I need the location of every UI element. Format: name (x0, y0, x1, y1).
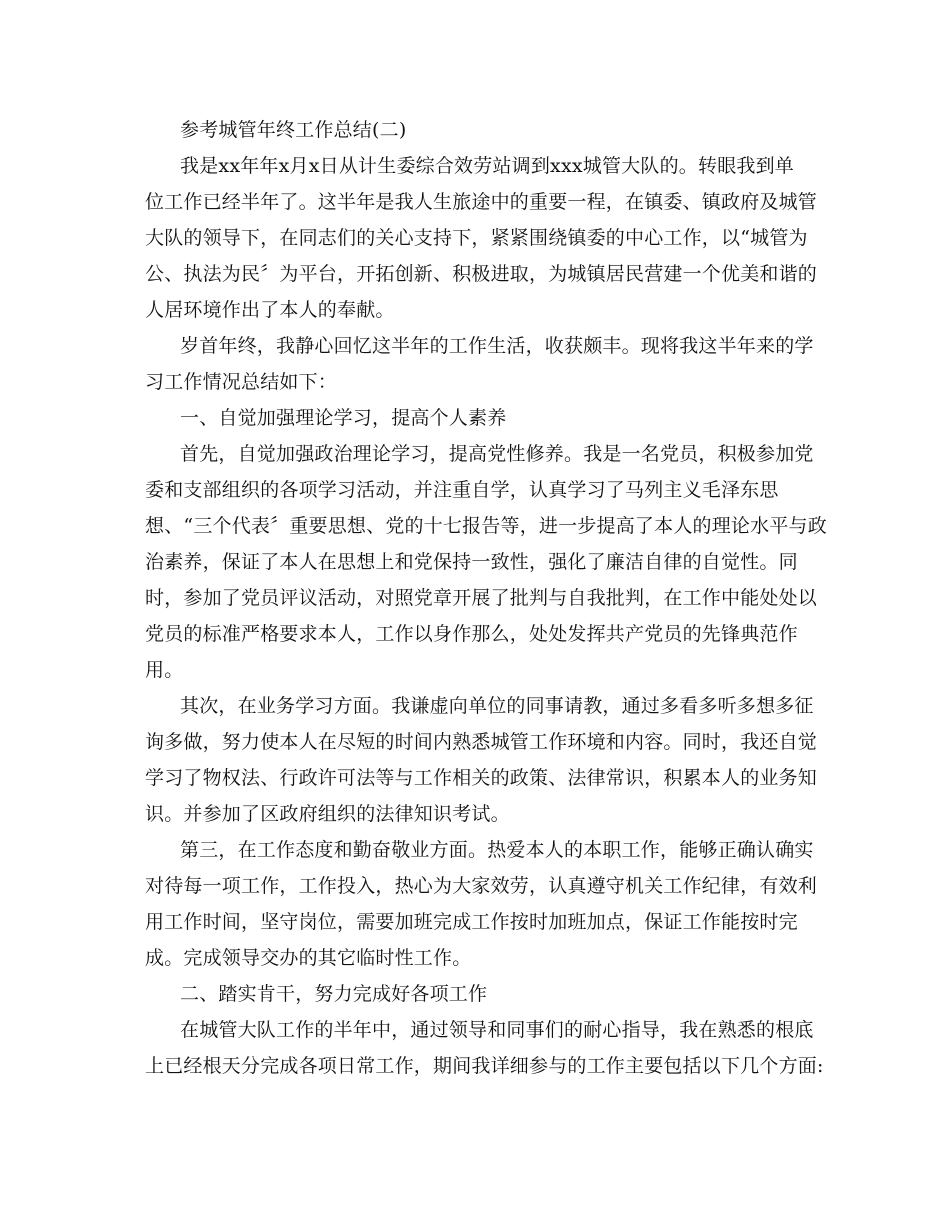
text-line: 对待每一项工作，工作投入，热心为大家效劳，认真遵守机关工作纪律，有效利 (145, 875, 818, 897)
text-line: 成。完成领导交办的其它临时性工作。 (145, 947, 472, 969)
text-line: 想、“三个代表〞重要思想、党的十七报告等，进一步提高了本人的理论水平与政 (145, 515, 827, 537)
text-line: 大队的领导下，在同志们的关心支持下，紧紧围绕镇委的中心工作，以“城管为 (145, 227, 808, 249)
section-heading: 一、自觉加强理论学习，提高个人素养 (180, 407, 507, 429)
text-line: 委和支部组织的各项学习活动，并注重自学，认真学习了马列主义毛泽东思 (145, 479, 779, 501)
text-line: 位工作已经半年了。这半年是我人生旅途中的重要一程，在镇委、镇政府及城管 (145, 191, 818, 213)
text-line: 人居环境作出了本人的奉献。 (145, 299, 395, 321)
text-line: 治素养，保证了本人在思想上和党保持一致性，强化了廉洁自律的自觉性。同 (145, 551, 798, 573)
text-line: 首先，自觉加强政治理论学习，提高党性修养。我是一名党员，积极参加党 (180, 443, 814, 465)
section-heading: 二、踏实肯干，努力完成好各项工作 (180, 983, 488, 1005)
text-line: 识。并参加了区政府组织的法律知识考试。 (145, 803, 510, 825)
text-line: 学习了物权法、行政许可法等与工作相关的政策、法律常识，积累本人的业务知 (145, 767, 818, 789)
text-line: 其次，在业务学习方面。我谦虚向单位的同事请教，通过多看多听多想多征 (180, 695, 814, 717)
text-line: 上已经根天分完成各项日常工作，期间我详细参与的工作主要包括以下几个方面: (145, 1055, 824, 1077)
text-line: 岁首年终，我静心回忆这半年的工作生活，收获颇丰。现将我这半年来的学 (180, 335, 814, 357)
text-line: 我是xx年年x月x日从计生委综合效劳站调到xxx城管大队的。转眼我到单 (180, 155, 795, 177)
text-line: 习工作情况总结如下： (145, 371, 338, 393)
text-line: 询多做，努力使本人在尽短的时间内熟悉城管工作环境和内容。同时，我还自觉 (145, 731, 818, 753)
text-line: 党员的标准严格要求本人，工作以身作那么，处处发挥共产党员的先锋典范作 (145, 623, 798, 645)
text-line: 用。 (145, 659, 184, 681)
text-line: 用工作时间，坚守岗位，需要加班完成工作按时加班加点，保证工作能按时完 (145, 911, 798, 933)
text-line: 公、执法为民〞为平台，开拓创新、积极进取，为城镇居民营建一个优美和谐的 (145, 263, 818, 285)
text-line: 第三，在工作态度和勤奋敬业方面。热爱本人的本职工作，能够正确认确实 (180, 839, 814, 861)
document-title: 参考城管年终工作总结(二) (180, 119, 407, 141)
text-line: 在城管大队工作的半年中，通过领导和同事们的耐心指导，我在熟悉的根底 (180, 1019, 814, 1041)
text-line: 时，参加了党员评议活动，对照党章开展了批判与自我批判，在工作中能处处以 (145, 587, 818, 609)
